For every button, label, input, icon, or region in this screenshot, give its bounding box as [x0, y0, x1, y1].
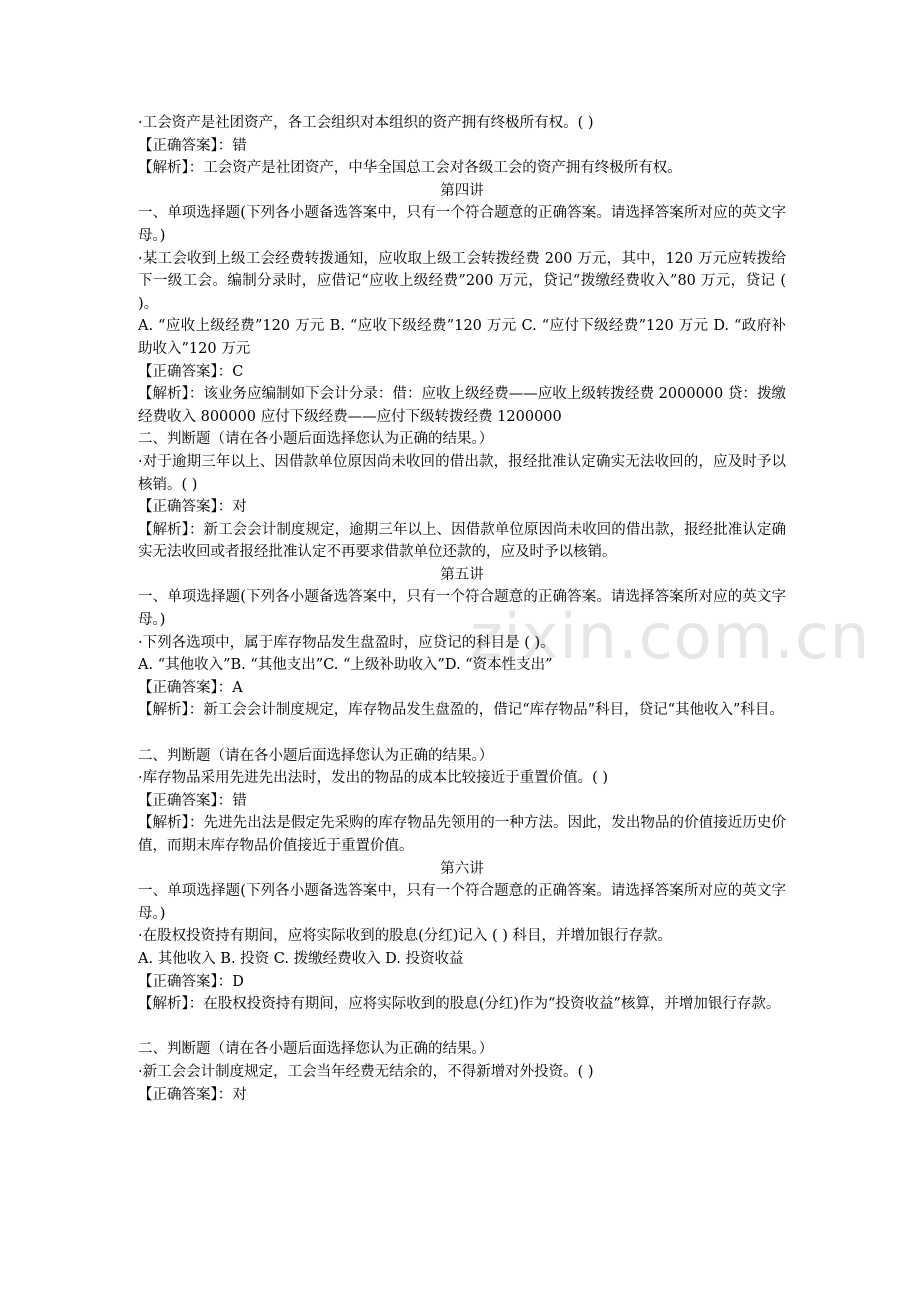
paragraph-line: 【解析】：新工会会计制度规定，逾期三年以上、因借款单位原因尚未收回的借出款，报经批准认定确实无法收回或者报经批准认定不再要求借款单位还款的，应及时予以核销。	[138, 521, 786, 561]
paragraph-line: 【正确答案】：C	[138, 363, 244, 380]
paragraph-line: 一、单项选择题(下列各小题备选答案中，只有一个符合题意的正确答案。请选择答案所对应的英文字母。)	[138, 883, 786, 922]
paragraph-line: 一、单项选择题(下列各小题备选答案中，只有一个符合题意的正确答案。请选择答案所对应的英文字母。)	[138, 205, 786, 244]
section-heading: 第六讲	[440, 860, 484, 877]
paragraph-line: 【正确答案】：对	[138, 499, 247, 516]
paragraph-line: 【正确答案】：错	[138, 792, 247, 809]
paragraph-line: 【正确答案】：对	[138, 1086, 247, 1103]
paragraph-line: ·对于逾期三年以上、因借款单位原因尚未收回的借出款，报经批准认定确实无法收回的，应及时予以核销。( )	[138, 453, 786, 493]
paragraph-line: 【正确答案】：D	[138, 973, 244, 990]
paragraph-line: ·在股权投资持有期间，应将实际收到的股息(分红)记入 ( ) 科目，并增加银行存款。	[138, 928, 673, 945]
paragraph-line: ·新工会会计制度规定，工会当年经费无结余的，不得新增对外投资。( )	[138, 1063, 594, 1080]
paragraph-line: A. “应收上级经费”120 万元 B. “应收下级经费”120 万元 C. “应付下级经费”120 万元 D. “政府补助收入”120 万元	[138, 318, 786, 357]
watermark: zixin.com.cn	[470, 600, 871, 673]
paragraph-line: ·下列各选项中，属于库存物品发生盘盈时，应贷记的科目是 ( )。	[138, 634, 555, 651]
section-heading: 第五讲	[440, 566, 484, 583]
paragraph-line: 【正确答案】：A	[138, 679, 243, 696]
paragraph-line: 【解析】：在股权投资持有期间，应将实际收到的股息(分红)作为“投资收益”核算，并增加银行存款。	[138, 996, 781, 1013]
paragraph-line: 【解析】：先进先出法是假定先采购的库存物品先领用的一种方法。因此，发出物品的价值接近历史价值，而期末库存物品价值接近于重置价值。	[138, 815, 786, 855]
paragraph-line: 【正确答案】：错	[138, 137, 247, 154]
paragraph-line: A. “其他收入”B. “其他支出”C. “上级补助收入”D. “资本性支出”	[138, 657, 553, 674]
paragraph-line: 【解析】：新工会会计制度规定，库存物品发生盘盈的，借记“库存物品”科目，贷记“其他收入”科目。	[138, 702, 784, 719]
paragraph-line: 二、判断题（请在各小题后面选择您认为正确的结果。）	[138, 431, 494, 448]
paragraph-line: A. 其他收入 B. 投资 C. 拨缴经费收入 D. 投资收益	[138, 950, 464, 967]
paragraph-line: 【解析】：工会资产是社团资产，中华全国总工会对各级工会的资产拥有终极所有权。	[138, 160, 682, 177]
paragraph-line: ·某工会收到上级工会经费转拨通知，应收取上级工会转拨经费 200 万元，其中，120 万元应转拨给下一级工会。编制分录时，应借记“应收上级经费”200 万元，贷记“拨缴经费收入”80 万元，贷记 ( )。	[138, 250, 786, 312]
paragraph-line: 二、判断题（请在各小题后面选择您认为正确的结果。）	[138, 1041, 494, 1058]
paragraph-line: ·库存物品采用先进先出法时，发出的物品的成本比较接近于重置价值。( )	[138, 770, 609, 787]
paragraph-line: ·工会资产是社团资产，各工会组织对本组织的资产拥有终极所有权。( )	[138, 115, 594, 131]
paragraph-line: 一、单项选择题(下列各小题备选答案中，只有一个符合题意的正确答案。请选择答案所对应的英文字母。)	[138, 589, 786, 629]
paragraph-line: 二、判断题（请在各小题后面选择您认为正确的结果。）	[138, 747, 494, 764]
paragraph-line: 【解析】：该业务应编制如下会计分录：借：应收上级经费——应收上级转拨经费 2000000 贷：拨缴经费收入 800000 应付下级经费——应付下级转拨经费 1200000	[138, 386, 786, 425]
document-body	[138, 112, 786, 1106]
section-heading: 第四讲	[440, 182, 484, 199]
